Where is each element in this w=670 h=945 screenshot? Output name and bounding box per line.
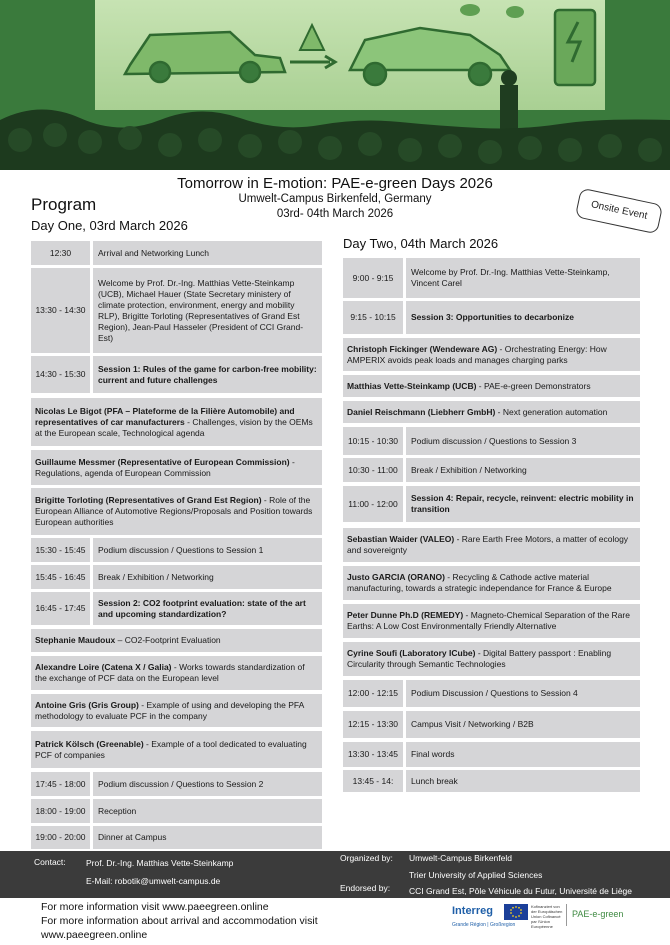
organizer-2: Trier University of Applied Sciences bbox=[409, 870, 543, 880]
event-title: Tomorrow in E-motion: PAE-e-green Days 2026 bbox=[177, 175, 493, 192]
event-location: Umwelt-Campus Birkenfeld, Germany bbox=[238, 193, 432, 205]
talk-topic: - Recycling & Cathode active material manufacturing, towards a strategic independance for France & Europe bbox=[347, 572, 612, 593]
speaker-row bbox=[31, 488, 322, 535]
schedule-row bbox=[343, 770, 640, 792]
speaker-row bbox=[343, 566, 640, 600]
row-time: 12:00 - 12:15 bbox=[343, 680, 403, 707]
endorsers: CCI Grand Est, Pôle Véhicule du Futur, Université de Liège bbox=[409, 886, 633, 896]
day-two-heading: Day Two, 04th March 2026 bbox=[343, 236, 499, 251]
talk-topic: - Example of using and developing the PFA methodology to evaluate PCF in the company bbox=[35, 699, 304, 721]
talk-topic: - PAE-e-green Demonstrators bbox=[476, 380, 591, 391]
day-one-heading: Day One, 03rd March 2026 bbox=[31, 218, 188, 233]
row-time: 13:30 - 13:45 bbox=[343, 742, 403, 767]
row-text bbox=[35, 700, 318, 722]
row-text bbox=[35, 739, 318, 761]
speaker-name: Christoph Fickinger (Wendeware AG) bbox=[347, 343, 498, 354]
organizer-1: Umwelt-Campus Birkenfeld bbox=[409, 853, 512, 863]
talk-topic: - Challenges, vision by the OEMs at the European scale, Technological agenda bbox=[35, 416, 313, 438]
speaker-name: Antoine Gris (Gris Group) bbox=[35, 699, 139, 710]
row-text bbox=[347, 534, 636, 556]
event-dates: 03rd- 04th March 2026 bbox=[276, 208, 394, 220]
footer-bar bbox=[0, 851, 670, 898]
row-text: Podium discussion / Questions to Session 3 bbox=[406, 427, 640, 455]
row-text: Session 4: Repair, recycle, reinvent: electric mobility in transition bbox=[406, 486, 640, 522]
row-time: 14:30 - 15:30 bbox=[31, 356, 90, 393]
schedule-row bbox=[31, 565, 322, 589]
row-time: 10:30 - 11:00 bbox=[343, 458, 403, 482]
row-text: Podium Discussion / Questions to Session 4 bbox=[406, 680, 640, 707]
talk-topic: - Regulations, agenda of European Commission bbox=[35, 456, 295, 478]
schedule-row bbox=[343, 680, 640, 707]
endorsed-label: Endorsed by: bbox=[340, 883, 391, 893]
organized-label: Organized by: bbox=[340, 853, 393, 863]
speaker-row bbox=[343, 375, 640, 397]
speaker-row bbox=[31, 398, 322, 446]
speaker-name: Cyrine Soufi (Laboratory ICube) bbox=[347, 648, 476, 658]
row-text bbox=[35, 457, 318, 479]
speaker-row bbox=[343, 401, 640, 423]
speaker-row bbox=[343, 642, 640, 676]
row-time: 17:45 - 18:00 bbox=[31, 772, 90, 796]
schedule-row bbox=[31, 772, 322, 796]
row-text bbox=[347, 344, 636, 366]
row-time: 12:15 - 13:30 bbox=[343, 711, 403, 738]
speaker-row bbox=[31, 694, 322, 727]
speaker-row bbox=[343, 528, 640, 562]
schedule-row bbox=[31, 241, 322, 265]
row-text bbox=[35, 662, 318, 684]
row-time: 12:30 bbox=[31, 241, 90, 265]
row-time: 16:45 - 17:45 bbox=[31, 592, 90, 625]
schedule-row bbox=[31, 268, 322, 353]
row-text: Podium discussion / Questions to Session 1 bbox=[93, 538, 322, 562]
row-text: Break / Exhibition / Networking bbox=[406, 458, 640, 482]
schedule-row bbox=[343, 301, 640, 334]
row-text: Dinner at Campus bbox=[93, 826, 322, 849]
speaker-name: Peter Dunne Ph.D (REMEDY) bbox=[347, 610, 464, 620]
speaker-row bbox=[31, 450, 322, 485]
row-time: 19:00 - 20:00 bbox=[31, 826, 90, 849]
row-text bbox=[347, 610, 636, 632]
speaker-name: Daniel Reischmann (Liebherr GmbH) bbox=[347, 406, 496, 417]
speaker-name: Alexandre Loire (Catena X / Galia) bbox=[35, 662, 172, 672]
talk-topic: - Orchestrating Energy: How AMPERIX avoids peak loads and manages charging parks bbox=[347, 343, 607, 365]
pae-e-green-logo: PAE-e-green bbox=[572, 909, 624, 919]
row-text: Break / Exhibition / Networking bbox=[93, 565, 322, 589]
speaker-name: Nicolas Le Bigot (PFA – Plateforme de la Filière Automobile) and representatives of car manufacturers bbox=[35, 405, 295, 427]
row-text bbox=[347, 407, 607, 418]
contact-name: Prof. Dr.-Ing. Matthias Vette-Steinkamp bbox=[86, 858, 234, 868]
eu-cofunding-text: Kofinanziert von der Europäischen Union Cofinancé par l'Union Européenne bbox=[531, 904, 563, 929]
speaker-row bbox=[31, 629, 322, 652]
talk-topic: - Role of the European Alliance of Automotive Regions/Proposals and Position towards European authorities bbox=[35, 495, 313, 527]
speaker-row bbox=[31, 731, 322, 768]
talk-topic: - Works towards standardization of the exchange of PCF data on the European level bbox=[35, 662, 305, 683]
row-text bbox=[347, 648, 636, 670]
schedule-row bbox=[343, 458, 640, 482]
contact-email[interactable]: E-Mail: robotik@umwelt-campus.de bbox=[86, 876, 221, 886]
row-time: 10:15 - 10:30 bbox=[343, 427, 403, 455]
talk-topic: - Digital Battery passport : Enabling Circularity through Semantic Technologies bbox=[347, 648, 612, 669]
row-text bbox=[347, 572, 636, 594]
header-banner-image bbox=[0, 0, 670, 170]
row-text: Final words bbox=[406, 742, 640, 767]
program-heading: Program bbox=[31, 195, 97, 214]
row-time: 18:00 - 19:00 bbox=[31, 799, 90, 823]
row-text: Arrival and Networking Lunch bbox=[93, 241, 322, 265]
row-text: Podium discussion / Questions to Session 2 bbox=[93, 772, 322, 796]
interreg-region-label: Grande Région | Großregion bbox=[452, 922, 516, 928]
eu-flag-icon bbox=[504, 904, 528, 920]
speaker-row bbox=[343, 338, 640, 371]
row-text: Session 3: Opportunities to decarbonize bbox=[406, 301, 640, 334]
interreg-logo: Interreg bbox=[452, 905, 493, 917]
speaker-name: Stephanie Maudoux bbox=[35, 635, 116, 645]
speaker-name: Justo GARCIA (ORANO) bbox=[347, 572, 445, 582]
row-text bbox=[35, 635, 221, 646]
contact-label: Contact: bbox=[34, 857, 66, 867]
more-info-line-3[interactable]: www.paeegreen.online bbox=[41, 929, 148, 941]
schedule-row bbox=[31, 538, 322, 562]
schedule-row bbox=[343, 486, 640, 522]
speaker-row bbox=[343, 604, 640, 638]
speaker-name: Brigitte Torloting (Representatives of Grand Est Region) bbox=[35, 495, 262, 505]
row-time: 15:45 - 16:45 bbox=[31, 565, 90, 589]
row-text: Lunch break bbox=[406, 770, 640, 792]
talk-topic: - Magneto-Chemical Separation of the Rare Earths: A Low Cost Environmentally Friendly Alternative bbox=[347, 610, 630, 631]
more-info-line-1: For more information visit www.paeegreen.online bbox=[41, 901, 269, 913]
talk-topic: - Example of a tool dedicated to evaluating PCF of companies bbox=[35, 738, 307, 760]
row-time: 9:15 - 10:15 bbox=[343, 301, 403, 334]
schedule-row bbox=[31, 592, 322, 625]
speaker-name: Sebastian Waider (VALEO) bbox=[347, 534, 455, 544]
logo-divider bbox=[566, 904, 567, 926]
row-text bbox=[35, 495, 318, 528]
schedule-row bbox=[343, 427, 640, 455]
talk-topic: - Next generation automation bbox=[495, 406, 608, 417]
row-time: 13:45 - 14: bbox=[343, 770, 403, 792]
speaker-name: Matthias Vette-Steinkamp (UCB) bbox=[347, 380, 477, 391]
more-info-line-2: For more information about arrival and accommodation visit bbox=[41, 915, 318, 927]
schedule-row bbox=[31, 799, 322, 823]
speaker-name: Guillaume Messmer (Representative of European Commission) bbox=[35, 456, 290, 467]
schedule-row bbox=[31, 826, 322, 849]
row-text: Welcome by Prof. Dr.-Ing. Matthias Vette-Steinkamp (UCB), Michael Hauer (State Secretary ministery of climate protection, environment, energy and mobility RLP), Brigitte Torloting (Representatives of Grand Est Region), Jean-Paul Hasseler (President of CCI Grand-Est) bbox=[93, 268, 322, 353]
row-text: Campus Visit / Networking / B2B bbox=[406, 711, 640, 738]
schedule-row bbox=[343, 742, 640, 767]
talk-topic: - Rare Earth Free Motors, a matter of ecology and sovereignty bbox=[347, 534, 629, 555]
row-time: 13:30 - 14:30 bbox=[31, 268, 90, 353]
row-time: 9:00 - 9:15 bbox=[343, 258, 403, 298]
speaker-row bbox=[31, 656, 322, 690]
row-time: 15:30 - 15:45 bbox=[31, 538, 90, 562]
onsite-event-badge: Onsite Event bbox=[575, 188, 663, 235]
schedule-row bbox=[31, 356, 322, 393]
schedule-row bbox=[343, 258, 640, 298]
row-time: 11:00 - 12:00 bbox=[343, 486, 403, 522]
speaker-name: Patrick Kölsch (Greenable) bbox=[35, 738, 144, 749]
row-text: Reception bbox=[93, 799, 322, 823]
row-text: Session 2: CO2 footprint evaluation: state of the art and upcoming standardization? bbox=[93, 592, 322, 625]
row-text: Welcome by Prof. Dr.-Ing. Matthias Vette-Steinkamp, Vincent Carel bbox=[406, 258, 640, 298]
talk-topic: – CO2-Footprint Evaluation bbox=[115, 635, 221, 645]
row-text bbox=[35, 406, 318, 439]
schedule-row bbox=[343, 711, 640, 738]
row-text: Session 1: Rules of the game for carbon-free mobility: current and future challenges bbox=[93, 356, 322, 393]
row-text bbox=[347, 381, 591, 392]
